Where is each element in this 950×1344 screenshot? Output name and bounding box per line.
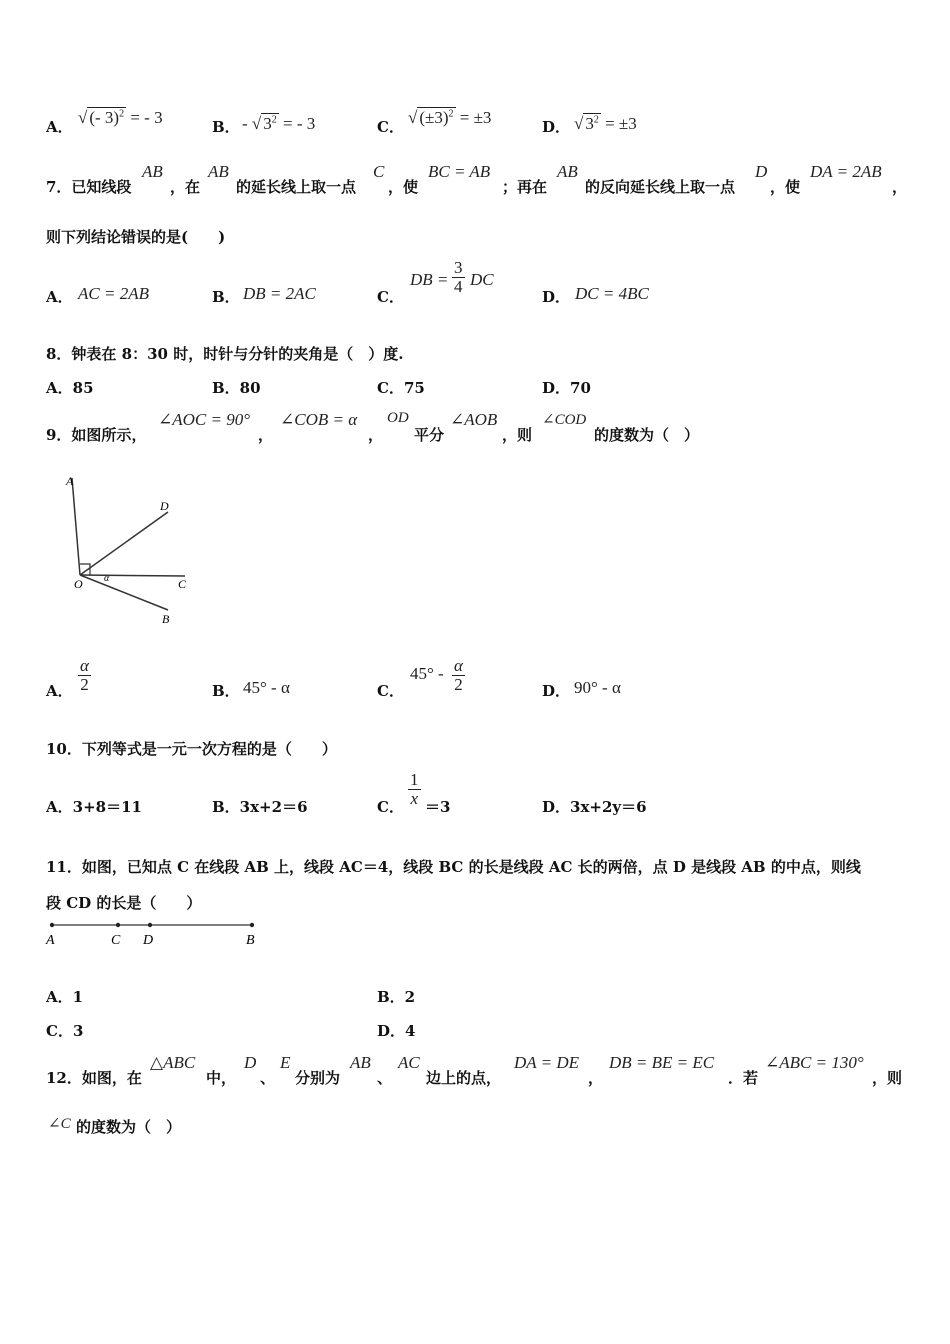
- q7-option-b: DB = 2AC: [243, 284, 316, 303]
- label-a: A: [66, 474, 74, 488]
- q11-stem-line1: 11．如图，已知点 C 在线段 AB 上，线段 AC＝4，线段 BC 的长是线段 AC 长的两倍，点 D 是线段 AB 的中点，则线: [46, 858, 861, 876]
- q8-option-c: C．75: [377, 379, 425, 397]
- q7-math-4: BC = AB: [428, 162, 491, 181]
- q12-math-4: AB: [350, 1053, 371, 1072]
- q9-option-c-label: C．: [377, 682, 404, 700]
- label-c: C: [178, 577, 187, 591]
- q9-math-4: ∠AOB: [450, 410, 498, 429]
- q12-math-5: AC: [398, 1053, 420, 1072]
- q12-text-5: 、: [377, 1069, 393, 1087]
- label-a: A: [46, 933, 55, 948]
- point-b: [250, 923, 254, 927]
- q11-option-b: B．2: [377, 988, 416, 1006]
- q10-option-d: D．3x+2y＝6: [542, 798, 647, 816]
- q10-option-c-label: C．: [377, 798, 404, 816]
- q12-math-7: DB = BE = EC: [609, 1053, 715, 1072]
- q8-stem: 8．钟表在 8：30 时，时针与分针的夹角是（ ）度.: [46, 345, 404, 363]
- q9-option-c-fraction: $\frac{\alpha}{2}$: [454, 656, 463, 694]
- label-c: C: [111, 933, 121, 948]
- q7-option-c-post: DC: [470, 270, 494, 289]
- q7-math-5: AB: [557, 162, 578, 181]
- q12-text-1: 12．如图，在: [46, 1069, 142, 1087]
- q7-text-2: ，在: [170, 178, 201, 196]
- q9-option-d: 90° - α: [574, 678, 621, 697]
- q8-option-d: D．70: [542, 379, 591, 397]
- q9-option-d-label: D．: [542, 682, 571, 700]
- q9-option-c-pre: 45° -: [410, 664, 444, 683]
- q10-option-a: A．3+8＝11: [46, 798, 142, 816]
- q11-stem-line2: 段 CD 的长是（ ）: [46, 894, 202, 912]
- q9-text-5: ，则: [502, 426, 533, 444]
- q10-option-c-fraction: $\frac{1}{x}$: [410, 770, 419, 808]
- q9-math-2: ∠COB = α: [280, 410, 358, 429]
- q6-option-b-label: B．: [212, 118, 240, 136]
- q9-angle-figure: [60, 470, 200, 630]
- q12-math-8: ∠ABC = 130°: [765, 1053, 864, 1072]
- q7-text-8: ，: [892, 178, 908, 196]
- label-b: B: [162, 612, 170, 626]
- q12-text-8: ．若: [728, 1069, 759, 1087]
- q11-option-c: C．3: [46, 1022, 84, 1040]
- q12-text-6: 边上的点，: [426, 1069, 502, 1087]
- q12-text-7: ，: [588, 1069, 604, 1087]
- ray-od: [80, 512, 168, 575]
- q9-math-5: ∠COD: [542, 412, 587, 428]
- q9-text-6: 的度数为（ ）: [594, 426, 700, 444]
- q12-text-4: 分别为: [295, 1069, 341, 1087]
- q12-text-3: 、: [260, 1069, 276, 1087]
- q12-text-2: 中，: [206, 1069, 237, 1087]
- q6-option-c-expr: √ $(\pm 3)^2 = \pm 3$: [408, 108, 492, 127]
- q7-text-4: ，使: [388, 178, 419, 196]
- q9-math-3: OD: [387, 410, 409, 426]
- q10-option-b: B．3x+2＝6: [212, 798, 308, 816]
- q7-text-7: ，使: [770, 178, 801, 196]
- q9-text-4: 平分: [414, 426, 445, 444]
- q12-text-10: 的度数为（ ）: [76, 1118, 182, 1136]
- q12-math-3: E: [280, 1053, 291, 1072]
- q12-math-9: ∠C: [48, 1116, 71, 1132]
- label-d: D: [143, 933, 154, 948]
- point-c: [116, 923, 120, 927]
- q7-text-6: 的反向延长线上取一点: [585, 178, 736, 196]
- ray-oc: [80, 575, 185, 576]
- ray-oa: [72, 478, 80, 575]
- q7-text-3: 的延长线上取一点: [236, 178, 357, 196]
- q7-option-c-fraction: $\frac{3}{4}$: [454, 258, 463, 296]
- q9-text-1: 9．如图所示，: [46, 426, 147, 444]
- q11-segment-figure: [40, 916, 270, 950]
- q7-option-d: DC = 4BC: [575, 284, 649, 303]
- q7-math-1: AB: [142, 162, 163, 181]
- q11-option-d: D．4: [377, 1022, 416, 1040]
- q9-option-b: 45° - α: [243, 678, 290, 697]
- q7-option-c-pre: DB =: [410, 270, 449, 289]
- q7-option-c-label: C．: [377, 288, 404, 306]
- q9-text-2: ，: [258, 426, 274, 444]
- label-b: B: [246, 933, 255, 948]
- q9-option-b-label: B．: [212, 682, 240, 700]
- q7-option-d-label: D．: [542, 288, 571, 306]
- point-d: [148, 923, 152, 927]
- q6-option-a-label: A．: [46, 118, 73, 136]
- q7-math-7: DA = 2AB: [810, 162, 882, 181]
- q6-option-d-label: D．: [542, 118, 571, 136]
- q9-option-a-label: A．: [46, 682, 73, 700]
- q12-math-6: DA = DE: [514, 1053, 579, 1072]
- q7-text-5: ；再在: [502, 178, 548, 196]
- q9-math-1: ∠AOC = 90°: [158, 410, 251, 429]
- q6-option-d-expr: √ $3^2 = \pm 3$: [574, 114, 637, 133]
- q12-math-2: D: [244, 1053, 257, 1072]
- q7-math-3: C: [373, 162, 385, 181]
- q8-option-a: A．85: [46, 379, 94, 397]
- q7-math-2: AB: [208, 162, 229, 181]
- q6-option-c-label: C．: [377, 118, 404, 136]
- label-o: O: [74, 577, 83, 591]
- point-a: [50, 923, 54, 927]
- q9-option-a-fraction: $\frac{\alpha}{2}$: [80, 656, 89, 694]
- q7-stem-line2: 则下列结论错误的是( ): [46, 228, 226, 246]
- q7-option-a: AC = 2AB: [78, 284, 149, 303]
- q6-option-a-expr: √ (- 3)$^2$ = - 3: [78, 108, 163, 127]
- label-alpha: α: [104, 573, 110, 584]
- q10-option-c-post: ＝3: [425, 798, 451, 816]
- q11-option-a: A．1: [46, 988, 84, 1006]
- q12-text-9: ，则: [872, 1069, 903, 1087]
- q9-text-3: ，: [368, 426, 384, 444]
- q8-option-b: B．80: [212, 379, 261, 397]
- q7-text-1: 7．已知线段: [46, 178, 132, 196]
- q6-option-b-expr: - √ $3^2$ = - 3: [242, 114, 316, 133]
- q7-math-6: D: [755, 162, 768, 181]
- q10-stem: 10．下列等式是一元一次方程的是（ ）: [46, 740, 337, 758]
- q7-option-b-label: B．: [212, 288, 240, 306]
- q12-math-1: △ABC: [150, 1053, 196, 1072]
- q7-option-a-label: A．: [46, 288, 73, 306]
- label-d: D: [160, 499, 169, 513]
- ray-ob: [80, 575, 168, 610]
